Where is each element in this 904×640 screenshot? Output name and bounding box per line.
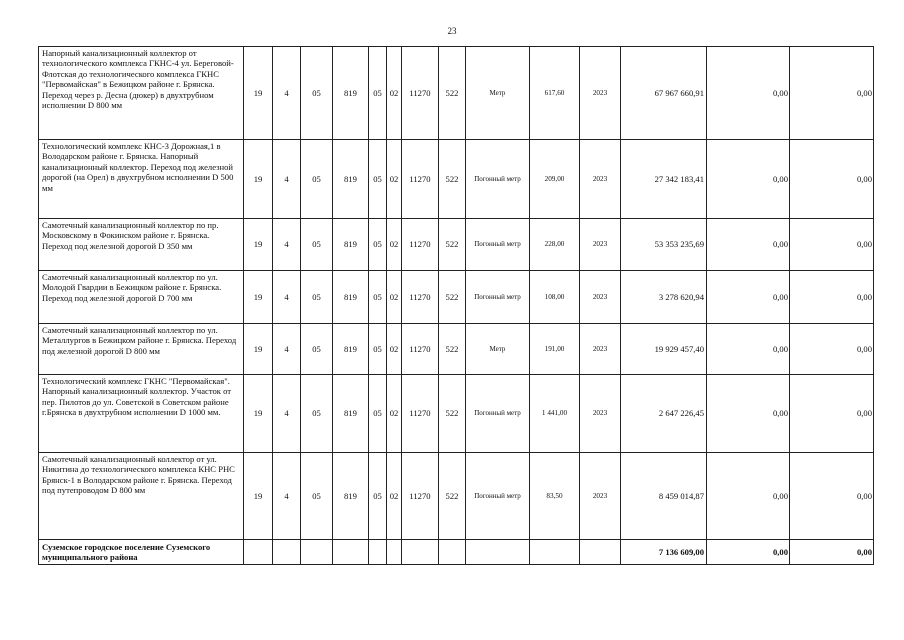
code-cell: 05 [301,47,333,140]
total-row [39,540,874,565]
code-cell: 05 [369,219,387,271]
code-cell: 11270 [402,47,439,140]
empty-cell [580,540,621,565]
table-row [39,375,874,453]
total-value-1: 0,00 [707,540,790,565]
empty-cell [301,540,333,565]
code-cell: 4 [273,219,301,271]
code-cell: 05 [301,453,333,540]
value-cell-1: 0,00 [707,219,790,271]
code-cell: 05 [301,219,333,271]
amount-cell: 67 967 660,91 [621,47,707,140]
code-cell: 19 [244,324,273,375]
code-cell: 05 [369,271,387,324]
code-cell: 02 [387,453,402,540]
quantity-cell: 228,00 [530,219,580,271]
value-cell-2: 0,00 [790,453,874,540]
value-cell-2: 0,00 [790,271,874,324]
table-row [39,219,874,271]
budget-table [38,46,874,565]
year-cell: 2023 [580,47,621,140]
code-cell: 05 [301,140,333,219]
unit-cell: Погонный метр [466,271,530,324]
year-cell: 2023 [580,453,621,540]
table-row [39,140,874,219]
code-cell: 819 [333,453,369,540]
total-amount: 7 136 609,00 [621,540,707,565]
code-cell: 819 [333,219,369,271]
empty-cell [439,540,466,565]
table-row [39,324,874,375]
code-cell: 522 [439,375,466,453]
code-cell: 02 [387,271,402,324]
code-cell: 11270 [402,324,439,375]
unit-cell: Погонный метр [466,375,530,453]
code-cell: 819 [333,375,369,453]
total-value-2: 0,00 [790,540,874,565]
unit-cell: Метр [466,324,530,375]
value-cell-1: 0,00 [707,375,790,453]
empty-cell [387,540,402,565]
code-cell: 19 [244,47,273,140]
value-cell-2: 0,00 [790,219,874,271]
code-cell: 819 [333,140,369,219]
empty-cell [244,540,273,565]
table-row [39,47,874,140]
code-cell: 05 [369,453,387,540]
code-cell: 819 [333,47,369,140]
code-cell: 522 [439,271,466,324]
code-cell: 02 [387,375,402,453]
code-cell: 19 [244,271,273,324]
code-cell: 522 [439,47,466,140]
value-cell-2: 0,00 [790,47,874,140]
code-cell: 05 [369,140,387,219]
code-cell: 05 [301,271,333,324]
year-cell: 2023 [580,375,621,453]
value-cell-1: 0,00 [707,140,790,219]
quantity-cell: 1 441,00 [530,375,580,453]
code-cell: 4 [273,324,301,375]
value-cell-1: 0,00 [707,271,790,324]
amount-cell: 2 647 226,45 [621,375,707,453]
code-cell: 11270 [402,140,439,219]
code-cell: 11270 [402,219,439,271]
code-cell: 4 [273,140,301,219]
object-name: Технологический комплекс ГКНС "Первомайская". Напорный канализационный коллектор. Участок от пер. Пилотов до ул. Советской в Советском районе г.Брянска в двухтрубном исполнении D 1000 мм. [39,375,244,453]
table-row [39,453,874,540]
code-cell: 02 [387,324,402,375]
object-name: Самотечный канализационный коллектор по пр. Московскому в Фокинском районе г. Брянска. Переход под железной дорогой D 350 мм [39,219,244,271]
table-body [39,47,874,565]
table-row [39,271,874,324]
code-cell: 522 [439,219,466,271]
code-cell: 4 [273,47,301,140]
quantity-cell: 617,60 [530,47,580,140]
empty-cell [402,540,439,565]
code-cell: 05 [301,375,333,453]
amount-cell: 3 278 620,94 [621,271,707,324]
unit-cell: Погонный метр [466,219,530,271]
quantity-cell: 209,00 [530,140,580,219]
code-cell: 02 [387,140,402,219]
year-cell: 2023 [580,324,621,375]
code-cell: 522 [439,324,466,375]
quantity-cell: 83,50 [530,453,580,540]
value-cell-2: 0,00 [790,324,874,375]
code-cell: 819 [333,271,369,324]
empty-cell [273,540,301,565]
code-cell: 19 [244,375,273,453]
code-cell: 19 [244,219,273,271]
code-cell: 19 [244,140,273,219]
quantity-cell: 191,00 [530,324,580,375]
unit-cell: Погонный метр [466,453,530,540]
object-name: Напорный канализационный коллектор от технологического комплекса ГКНС-4 ул. Береговой-Флотская до технологического комплекса ГКНС "Первомайская" в Бежицком районе г. Брянска. Переход через р. Десна (дюкер) в двухтрубном исполнении D 800 мм [39,47,244,140]
code-cell: 05 [369,47,387,140]
code-cell: 05 [369,324,387,375]
empty-cell [333,540,369,565]
value-cell-2: 0,00 [790,375,874,453]
code-cell: 819 [333,324,369,375]
code-cell: 02 [387,219,402,271]
value-cell-1: 0,00 [707,47,790,140]
amount-cell: 27 342 183,41 [621,140,707,219]
unit-cell: Метр [466,47,530,140]
code-cell: 05 [369,375,387,453]
code-cell: 02 [387,47,402,140]
amount-cell: 8 459 014,87 [621,453,707,540]
value-cell-1: 0,00 [707,324,790,375]
page-number: 23 [447,26,457,36]
empty-cell [530,540,580,565]
code-cell: 11270 [402,453,439,540]
object-name: Самотечный канализационный коллектор от ул. Никитина до технологического комплекса КНС РНС Брянск-1 в Володарском районе г. Брянска. Переход под путепроводом D 800 мм [39,453,244,540]
code-cell: 4 [273,271,301,324]
empty-cell [466,540,530,565]
code-cell: 4 [273,375,301,453]
code-cell: 522 [439,453,466,540]
amount-cell: 19 929 457,40 [621,324,707,375]
total-name: Суземское городское поселение Суземского муниципального района [39,540,244,565]
object-name: Самотечный канализационный коллектор по ул. Молодой Гвардии в Бежицком районе г. Брянска. Переход под железной дорогой D 700 мм [39,271,244,324]
amount-cell: 53 353 235,69 [621,219,707,271]
code-cell: 4 [273,453,301,540]
empty-cell [369,540,387,565]
quantity-cell: 108,00 [530,271,580,324]
code-cell: 522 [439,140,466,219]
code-cell: 11270 [402,271,439,324]
code-cell: 11270 [402,375,439,453]
code-cell: 19 [244,453,273,540]
value-cell-2: 0,00 [790,140,874,219]
object-name: Самотечный канализационный коллектор по ул. Металлургов в Бежицком районе г. Брянска. Переход под железной дорогой D 800 мм [39,324,244,375]
value-cell-1: 0,00 [707,453,790,540]
year-cell: 2023 [580,271,621,324]
year-cell: 2023 [580,219,621,271]
object-name: Технологический комплекс КНС-3 Дорожная,1 в Володарском районе г. Брянска. Напорный канализационный коллектор. Переход под железной дорогой (на Орел) в двухтрубном исполнении D 500 мм [39,140,244,219]
unit-cell: Погонный метр [466,140,530,219]
year-cell: 2023 [580,140,621,219]
code-cell: 05 [301,324,333,375]
